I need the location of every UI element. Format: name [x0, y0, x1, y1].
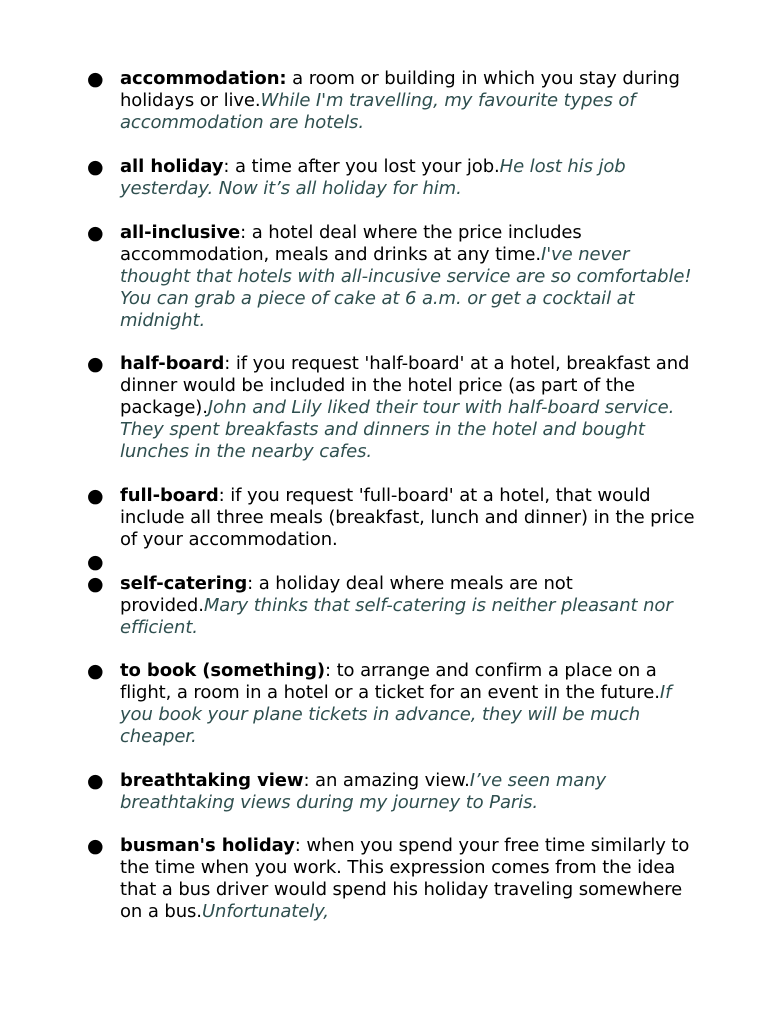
definition: : a hotel deal where the price includes accommodation, meals and drinks at any time.	[120, 222, 582, 265]
entry-text	[120, 573, 698, 639]
entry-text	[120, 353, 698, 463]
bullet-icon: ●	[87, 222, 104, 244]
example-sentence: Mary thinks that self-catering is neither pleasant nor efficient.	[120, 595, 673, 638]
term: to book (something)	[120, 660, 325, 681]
bullet-icon: ●	[87, 156, 104, 178]
term: busman's holiday	[120, 835, 295, 856]
definition: a room or building in which you stay during holidays or live.	[120, 68, 680, 111]
term: all-inclusive	[120, 222, 241, 243]
example-sentence: He lost his job yesterday. Now it’s all holiday for him.	[120, 156, 626, 199]
bullet-icon: ●	[87, 485, 104, 507]
example-sentence: I’ve seen many breathtaking views during my journey to Paris.	[120, 770, 607, 813]
example-sentence: While I'm travelling, my favourite types of accommodation are hotels.	[120, 90, 636, 133]
definition: : a holiday deal where meals are not provided.	[120, 573, 573, 616]
entry-text	[120, 156, 698, 200]
bullet-icon: ●	[87, 770, 104, 792]
example-sentence: If you book your plane tickets in advance, they will be much cheaper.	[120, 682, 672, 747]
bullet-icon: ●	[87, 835, 104, 857]
definition: : when you spend your free time similarly to the time when you work. This expression comes from the idea that a bus driver would spend his holiday traveling somewhere on a bus.	[120, 835, 690, 922]
definition: : if you request 'half-board' at a hotel, breakfast and dinner would be included in the hotel price (as part of the package).	[120, 353, 690, 418]
entry-text	[120, 68, 698, 134]
definition: : to arrange and confirm a place on a flight, a room in a hotel or a ticket for an event in the future.	[120, 660, 660, 703]
bullet-icon: ●	[87, 68, 104, 90]
bullet-icon: ●	[87, 353, 104, 375]
entry-text	[120, 660, 698, 748]
definition: : a time after you lost your job.	[223, 156, 500, 177]
entry-text	[120, 770, 698, 814]
term: all holiday	[120, 156, 224, 177]
example-sentence: John and Lily liked their tour with half-board service. They spent breakfasts and dinners in the hotel and bought lunches in the nearby cafes.	[120, 397, 675, 462]
term: half-board	[120, 353, 225, 374]
example-sentence: Unfortunately,	[201, 901, 329, 922]
entry-text	[120, 222, 698, 332]
entry-text	[120, 485, 698, 551]
definition: : an amazing view.	[303, 770, 470, 791]
bullet-icon: ●	[87, 573, 104, 595]
bullet-icon: ●	[87, 660, 104, 682]
entry-text	[120, 835, 698, 923]
term: breathtaking view	[120, 770, 304, 791]
term: full-board	[120, 485, 219, 506]
example-sentence: I've never thought that hotels with all-incusive service are so comfortable! You can grab a piece of cake at 6 a.m. or get a cocktail at midnight.	[120, 244, 692, 331]
bullet-icon: ●	[87, 551, 104, 573]
term: self-catering	[120, 573, 248, 594]
term: accommodation:	[120, 68, 287, 89]
definition: : if you request 'full-board' at a hotel, that would include all three meals (breakfast, lunch and dinner) in the price of your accommodation.	[120, 485, 695, 550]
